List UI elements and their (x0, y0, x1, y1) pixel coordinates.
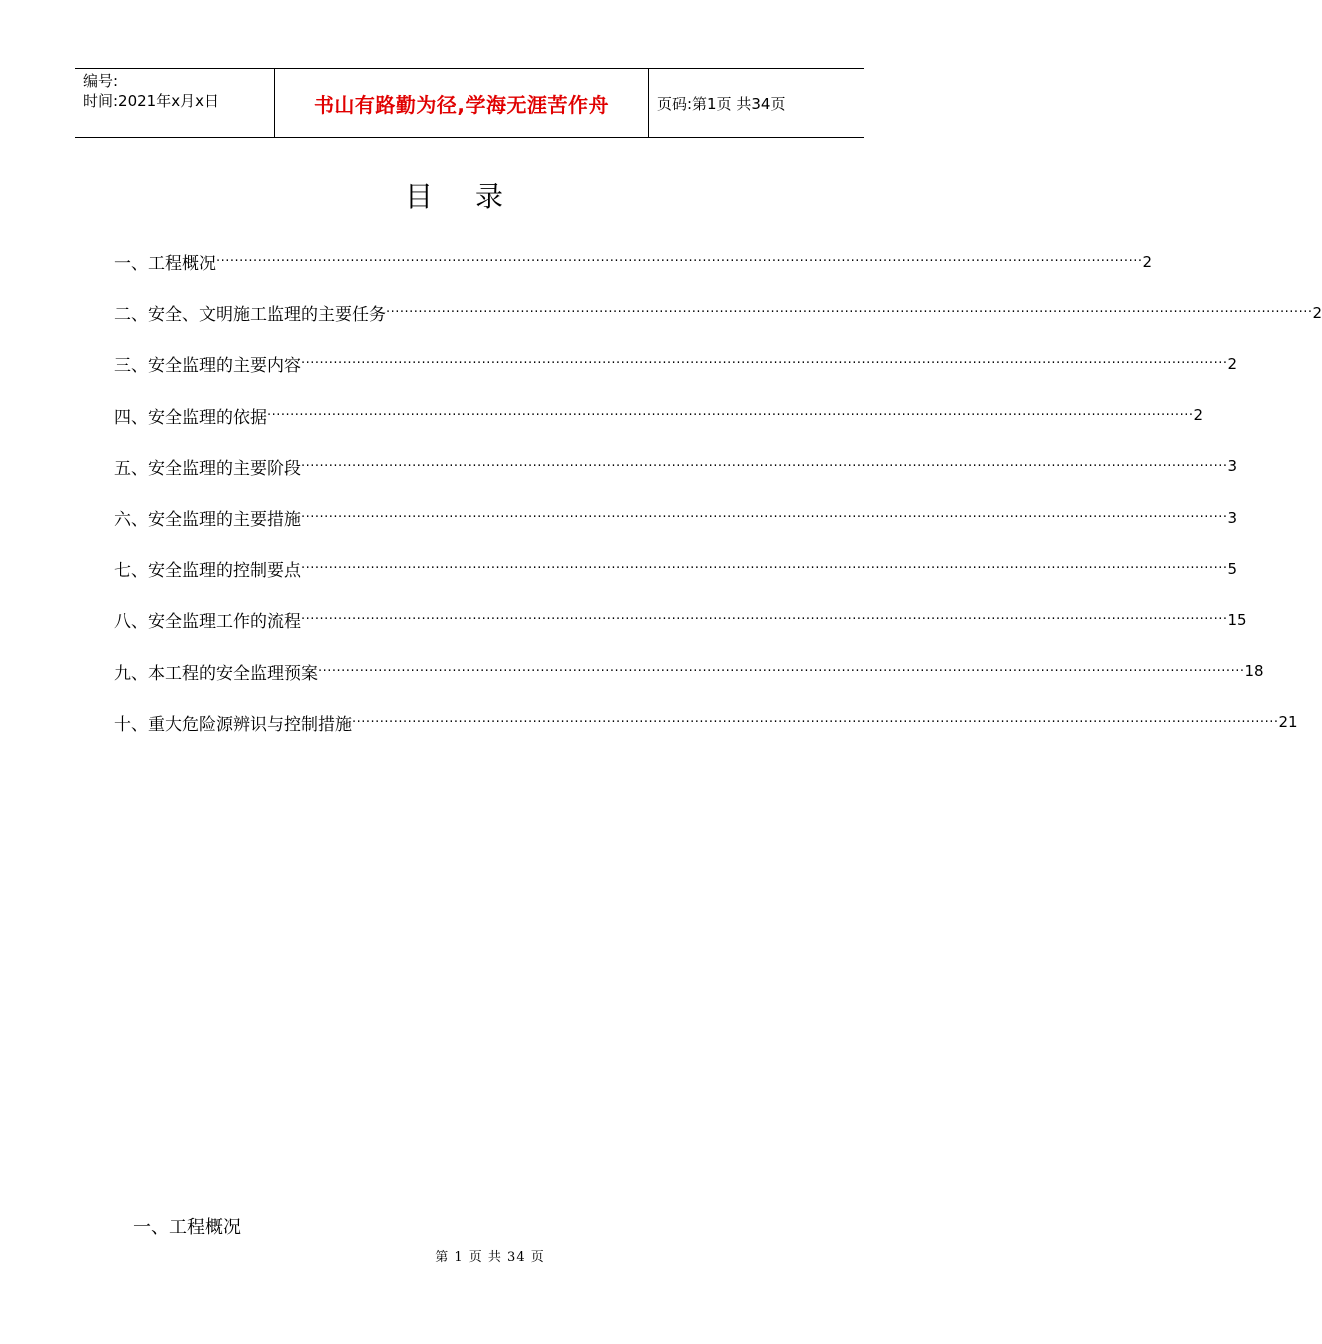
toc-entry-page: 21 (1278, 713, 1298, 732)
toc-entry[interactable] (114, 338, 1238, 389)
toc-entry[interactable] (114, 594, 1247, 645)
toc-leader-dots: ········································································································································································································ (301, 458, 1228, 474)
toc-leader-dots: ········································································································································································································ (301, 561, 1228, 577)
toc-leader-dots: ········································································································································································································ (352, 714, 1279, 730)
toc-entry-label: 六、安全监理的主要措施 (114, 510, 301, 531)
toc-entry-label: 四、安全监理的依据 (114, 407, 267, 428)
toc-leader-dots: ········································································································································································································ (267, 407, 1194, 423)
document-number-label: 编号: (83, 72, 119, 90)
table-of-contents (114, 236, 1322, 748)
toc-entry[interactable] (114, 697, 1298, 748)
toc-leader-dots: ········································································································································································································ (301, 510, 1228, 526)
toc-entry-page: 2 (1193, 406, 1204, 425)
toc-entry-page: 5 (1227, 559, 1238, 578)
toc-entry-page: 2 (1227, 354, 1238, 373)
toc-entry-label: 一、工程概况 (114, 254, 216, 275)
toc-entry[interactable] (114, 287, 1322, 338)
page-footer: 第 1 页 共 34 页 (435, 1250, 545, 1265)
toc-entry-page: 2 (1142, 252, 1153, 271)
toc-entry[interactable] (114, 492, 1238, 543)
toc-entry[interactable] (114, 441, 1238, 492)
toc-leader-dots: ········································································································································································································ (216, 254, 1143, 270)
toc-entry-label: 三、安全监理的主要内容 (114, 356, 301, 377)
toc-entry-page: 3 (1227, 508, 1238, 527)
toc-entry-page: 2 (1312, 303, 1322, 322)
toc-entry-label: 七、安全监理的控制要点 (114, 561, 301, 582)
toc-entry[interactable] (114, 236, 1153, 287)
toc-entry-label: 八、安全监理工作的流程 (114, 612, 301, 633)
toc-entry-label: 五、安全监理的主要阶段 (114, 458, 301, 479)
toc-leader-dots: ········································································································································································································ (301, 356, 1228, 372)
toc-entry-page: 18 (1244, 662, 1264, 681)
section-heading: 一、工程概况 (133, 1217, 241, 1238)
page-title: 目录 (404, 180, 545, 213)
toc-entry[interactable] (114, 646, 1264, 697)
toc-entry-label: 十、重大危险源辨识与控制措施 (114, 714, 352, 735)
toc-entry[interactable] (114, 543, 1238, 594)
header-meta (75, 69, 275, 137)
toc-entry-label: 二、安全、文明施工监理的主要任务 (114, 305, 386, 326)
toc-leader-dots: ········································································································································································································ (386, 305, 1313, 321)
document-time-label: 时间:2021年x月x日 (83, 92, 219, 110)
page-header (75, 68, 864, 138)
toc-entry-label: 九、本工程的安全监理预案 (114, 663, 318, 684)
toc-entry-page: 3 (1227, 457, 1238, 476)
toc-leader-dots: ········································································································································································································ (301, 612, 1228, 628)
header-motto: 书山有路勤为径,学海无涯苦作舟 (275, 69, 649, 137)
toc-entry[interactable] (114, 390, 1204, 441)
header-page-info: 页码:第1页 共34页 (657, 94, 786, 113)
toc-leader-dots: ········································································································································································································ (318, 663, 1245, 679)
toc-entry-page: 15 (1227, 610, 1247, 629)
